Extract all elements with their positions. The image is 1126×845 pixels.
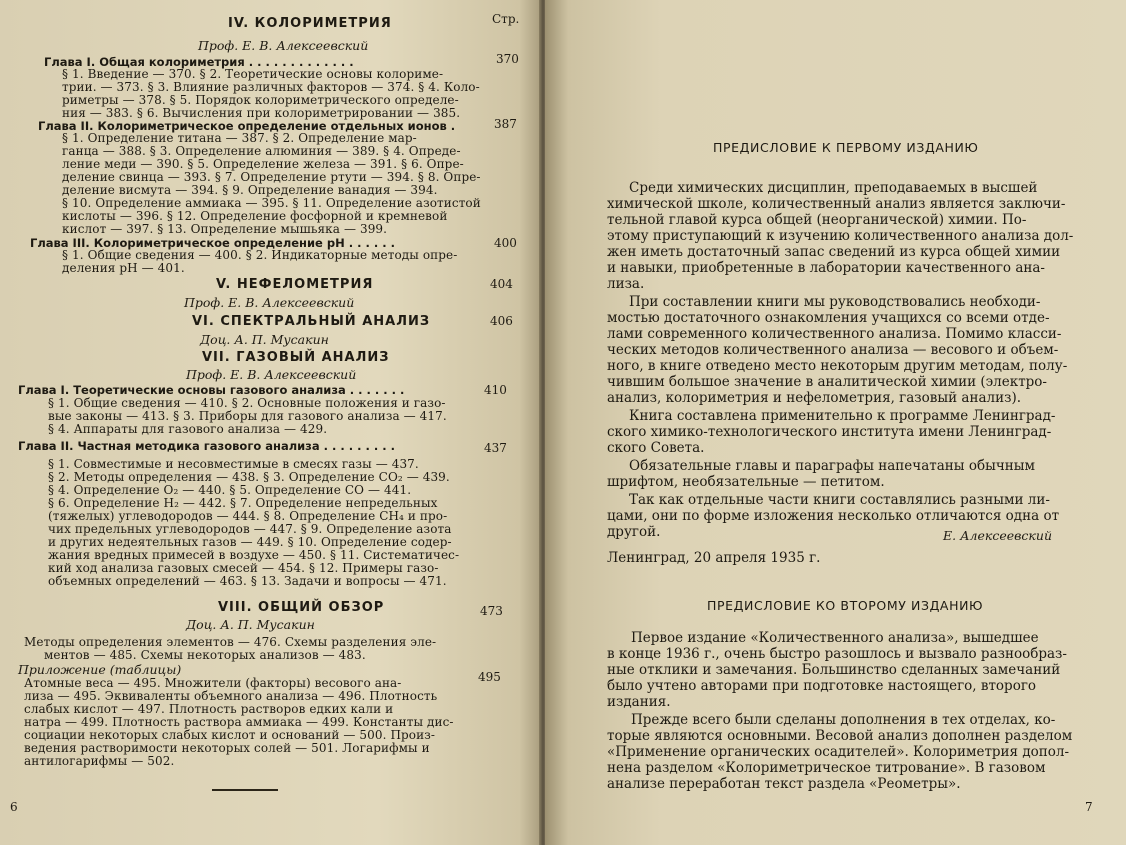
toc-line: § 1. Общие сведения — 400. § 2. Индикаторные методы опре- xyxy=(62,248,458,262)
preface-line: жен иметь достаточный запас сведений из курса общей химии xyxy=(607,244,1061,260)
toc-line: Проф. Е. В. Алексеевский xyxy=(186,367,357,382)
toc-line: объемных определений — 463. § 13. Задачи и вопросы — 471. xyxy=(48,574,447,588)
preface-line: анализ, колориметрия и нефелометрия, газовый анализ). xyxy=(607,390,1021,406)
toc-line: риметры — 378. § 5. Порядок колориметрического определе- xyxy=(62,93,459,107)
toc-line: § 1. Введение — 370. § 2. Теоретические основы колориме- xyxy=(62,67,444,81)
preface-line: Прежде всего были сделаны дополнения в тех отделах, ко- xyxy=(631,712,1056,728)
preface-line: лами современного количественного анализа. Помимо класси- xyxy=(607,326,1062,342)
preface-heading: ПРЕДИСЛОВИЕ КО ВТОРОМУ ИЗДАНИЮ xyxy=(707,598,984,613)
preface-line: и навыки, приобретенные в лаборатории качественного ана- xyxy=(607,260,1045,276)
toc-line: (тяжелых) углеводородов — 444. § 8. Определение CH₄ и про- xyxy=(48,509,448,523)
toc-line: трии. — 373. § 3. Влияние различных факторов — 374. § 4. Коло- xyxy=(62,80,480,94)
toc-line: кислот — 397. § 13. Определение мышьяка — 399. xyxy=(62,222,388,236)
toc-line: Проф. Е. В. Алексеевский xyxy=(184,295,355,310)
preface-line: другой. xyxy=(607,524,661,540)
toc-line: ментов — 485. Схемы некоторых анализов — 483. xyxy=(44,648,366,662)
toc-line: § 4. Аппараты для газового анализа — 429. xyxy=(48,422,328,436)
toc-line: ление меди — 390. § 5. Определение железа — 391. § 6. Опре- xyxy=(62,157,464,171)
preface-line: чившим большое значение в аналитической химии (электро- xyxy=(607,374,1047,390)
toc-line: § 1. Совместимые и несовместимые в смесях газы — 437. xyxy=(48,457,419,471)
preface-line: в конце 1936 г., очень быстро разошлось и вызвало разнообраз- xyxy=(607,646,1067,662)
toc-line: ния — 383. § 6. Вычисления при колориметрировании — 385. xyxy=(62,106,461,120)
toc-page-number: 370 xyxy=(496,52,519,66)
toc-line: ганца — 388. § 3. Определение алюминия — 389. § 4. Опреде- xyxy=(62,144,461,158)
page-number-left: 6 xyxy=(10,800,18,814)
preface-line: анализе переработан текст раздела «Реометры». xyxy=(607,776,961,792)
preface-line: цами, они по форме изложения несколько отличаются одна от xyxy=(607,508,1060,524)
toc-line: натра — 499. Плотность раствора аммиака — 499. Константы дис- xyxy=(24,715,454,729)
toc-page-number: 387 xyxy=(494,117,517,131)
toc-line: слабых кислот — 497. Плотность растворов едких кали и xyxy=(24,702,394,716)
toc-line: Приложение (таблицы) xyxy=(18,662,182,677)
toc-line: чих предельных углеводородов — 447. § 9. Определение азота xyxy=(48,522,452,536)
toc-line: кислоты — 396. § 12. Определение фосфорной и кремневой xyxy=(62,209,448,223)
toc-line: Глава I. Теоретические основы газового анализа . . . . . . . xyxy=(18,383,405,397)
toc-page-number: 473 xyxy=(480,604,503,618)
toc-line: Методы определения элементов — 476. Схемы разделения эле- xyxy=(24,635,437,649)
preface-line: Книга составлена применительно к программе Ленинград- xyxy=(629,408,1056,424)
preface-line: ческих методов количественного анализа — весового и объем- xyxy=(607,342,1059,358)
toc-line: Глава I. Общая колориметрия . . . . . . . . . . . . . xyxy=(44,55,354,69)
preface-line: ского химико-технологического института имени Ленинград- xyxy=(607,424,1052,440)
toc-page-number: 404 xyxy=(490,277,513,291)
preface-line: издания. xyxy=(607,694,671,710)
preface-line: лиза. xyxy=(607,276,645,292)
toc-line: кий ход анализа газовых смесей — 454. § 12. Примеры газо- xyxy=(48,561,439,575)
preface-line: торые являются основными. Весовой анализ дополнен разделом xyxy=(607,728,1073,744)
toc-page-number: 495 xyxy=(478,670,501,684)
toc-line: антилогарифмы — 502. xyxy=(24,754,175,768)
toc-line: Глава II. Частная методика газового анализа . . . . . . . . . xyxy=(18,439,395,453)
toc-line: Глава II. Колориметрическое определение отдельных ионов . xyxy=(38,119,456,133)
column-header-str: Стр. xyxy=(492,12,520,26)
toc-line: деление свинца — 393. § 7. Определение ртути — 394. § 8. Опре- xyxy=(62,170,481,184)
toc-line: Доц. А. П. Мусакин xyxy=(200,332,329,347)
toc-line: § 2. Методы определения — 438. § 3. Определение CO₂ — 439. xyxy=(48,470,450,484)
toc-line: VIII. ОБЩИЙ ОБЗОР xyxy=(218,600,385,615)
toc-line: жания вредных примесей в воздухе — 450. § 11. Систематичес- xyxy=(48,548,460,562)
toc-line: Глава III. Колориметрическое определение pH . . . . . . xyxy=(30,236,395,250)
toc-line: Проф. Е. В. Алексеевский xyxy=(198,38,369,53)
toc-page-number: 400 xyxy=(494,236,517,250)
toc-line: Атомные веса — 495. Множители (факторы) весового ана- xyxy=(24,676,402,690)
page-number-right: 7 xyxy=(1085,800,1093,814)
preface-line: мостью достаточного ознакомления учащихся со всеми отде- xyxy=(607,310,1050,326)
toc-line: лиза — 495. Эквиваленты объемного анализа — 496. Плотность xyxy=(24,689,438,703)
preface-line: Первое издание «Количественного анализа», вышедшее xyxy=(631,630,1039,646)
toc-line: § 1. Общие сведения — 410. § 2. Основные положения и газо- xyxy=(48,396,446,410)
end-rule xyxy=(212,789,278,791)
preface-line: нена разделом «Колориметрическое титрование». В газовом xyxy=(607,760,1046,776)
toc-page-number: 410 xyxy=(484,383,507,397)
preface-line: Так как отдельные части книги составлялись разными ли- xyxy=(629,492,1050,508)
toc-line: VII. ГАЗОВЫЙ АНАЛИЗ xyxy=(202,350,390,365)
preface-line: «Применение органических осадителей». Колориметрия допол- xyxy=(607,744,1070,760)
right-page xyxy=(545,0,1126,845)
toc-line: и других недеятельных газов — 449. § 10. Определение содер- xyxy=(48,535,452,549)
toc-line: социации некоторых слабых кислот и оснований — 500. Произ- xyxy=(24,728,436,742)
preface-line: ского Совета. xyxy=(607,440,705,456)
preface-line: Обязательные главы и параграфы напечатаны обычным xyxy=(629,458,1035,474)
toc-line: § 4. Определение O₂ — 440. § 5. Определение CO — 441. xyxy=(48,483,412,497)
preface-line: тельной главой курса общей (неорганической) химии. По- xyxy=(607,212,1027,228)
toc-line: V. НЕФЕЛОМЕТРИЯ xyxy=(216,277,374,292)
preface-line: химической школе, количественный анализ является заключи- xyxy=(607,196,1066,212)
toc-line: § 1. Определение титана — 387. § 2. Определение мар- xyxy=(62,131,417,145)
toc-line: ведения растворимости некоторых солей — 501. Логарифмы и xyxy=(24,741,430,755)
toc-page-number: 437 xyxy=(484,441,507,455)
left-page xyxy=(0,0,541,845)
toc-page-number: 406 xyxy=(490,314,513,328)
toc-line: VI. СПЕКТРАЛЬНЫЙ АНАЛИЗ xyxy=(192,314,431,329)
toc-line: деление висмута — 394. § 9. Определение ванадия — 394. xyxy=(62,183,438,197)
preface-line: При составлении книги мы руководствовались необходи- xyxy=(629,294,1041,310)
preface-line: шрифтом, необязательные — петитом. xyxy=(607,474,885,490)
preface-line: Среди химических дисциплин, преподаваемых в высшей xyxy=(629,180,1038,196)
toc-line: § 10. Определение аммиака — 395. § 11. Определение азотистой xyxy=(62,196,481,210)
preface-line: ные отклики и замечания. Большинство сделанных замечаний xyxy=(607,662,1061,678)
preface-line: было учтено авторами при подготовке настоящего, второго xyxy=(607,678,1037,694)
toc-line: вые законы — 413. § 3. Приборы для газового анализа — 417. xyxy=(48,409,447,423)
preface-heading: ПРЕДИСЛОВИЕ К ПЕРВОМУ ИЗДАНИЮ xyxy=(713,140,979,155)
toc-line: § 6. Определение H₂ — 442. § 7. Определение непредельных xyxy=(48,496,438,510)
preface-line: ного, в книге отведено место некоторым другим методам, полу- xyxy=(607,358,1068,374)
toc-line: деления pH — 401. xyxy=(62,261,185,275)
toc-line: IV. КОЛОРИМЕТРИЯ xyxy=(228,16,392,31)
preface-line: Ленинград, 20 апреля 1935 г. xyxy=(607,550,821,566)
toc-line: Доц. А. П. Мусакин xyxy=(186,617,315,632)
preface-line: этому приступающий к изучению количественного анализа дол- xyxy=(607,228,1074,244)
preface-signature: Е. Алексеевский xyxy=(943,528,1052,543)
